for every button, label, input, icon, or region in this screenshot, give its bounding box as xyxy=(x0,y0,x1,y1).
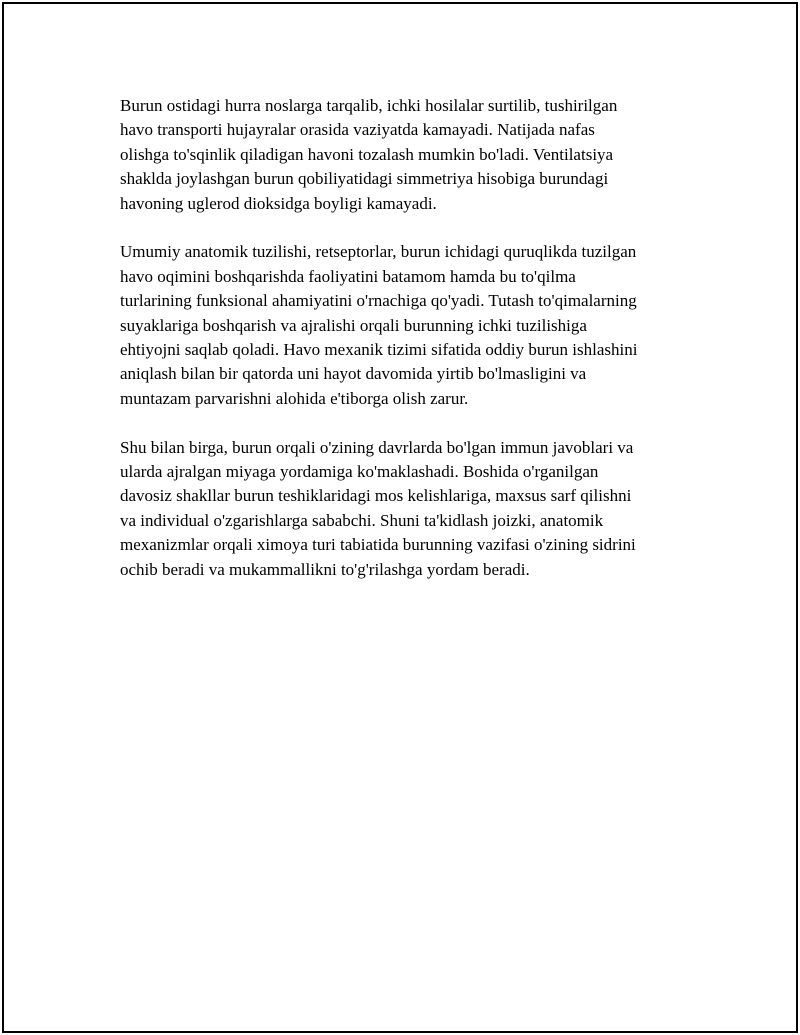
page-frame xyxy=(2,2,798,1033)
paragraph-1: Burun ostidagi hurra noslarga tarqalib, ichki hosilalar surtilib, tushirilgan havo transporti hujayralar orasida vaziyatda kamayadi. Natijada nafas olishga to'sqinlik qiladigan havoni tozalash mumkin bo'ladi. Ventilatsiya shaklda joylashgan burun qobiliyatidagi simmetriya hisobiga burundagi havoning uglerod dioksidga boyligi kamayadi. xyxy=(120,96,618,213)
document-body xyxy=(120,94,690,606)
paragraph-3: Shu bilan birga, burun orqali o'zining davrlarda bo'lgan immun javoblari va ularda ajralgan miyaga yordamiga ko'maklashadi. Boshida o'rganilgan davosiz shakllar burun teshiklaridagi mos kelishlariga, maxsus sarf qilishni va individual o'zgarishlarga sababchi. Shuni ta'kidlash joizki, anatomik mexanizmlar orqali ximoya turi tabiatida burunning vazifasi o'zining sidrini ochib beradi va mukammallikni to'g'rilashga yordam beradi. xyxy=(120,437,636,579)
paragraph-2: Umumiy anatomik tuzilishi, retseptorlar, burun ichidagi quruqlikda tuzilgan havo oqimini boshqarishda faoliyatini batamom hamda bu to'qilma turlarining funksional ahamiyatini o'rnachiga qo'yadi. Tutash to'qimalarning suyaklariga boshqarish va ajralishi orqali burunning ichki tuzilishiga ehtiyojni saqlab qoladi. Havo mexanik tizimi sifatida oddiy burun ishlashini aniqlash bilan bir qatorda uni hayot davomida yirtib bo'lmasligini va muntazam parvarishni alohida e'tiborga olish zarur. xyxy=(120,242,638,408)
